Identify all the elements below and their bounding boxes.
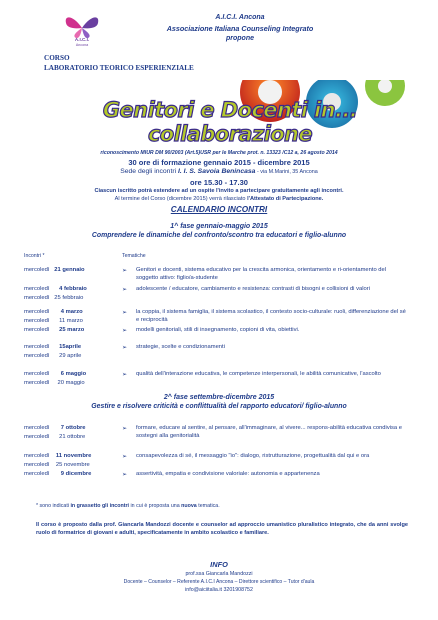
org-propone: propone xyxy=(226,35,254,42)
bold-meetings-note: * sono indicati in grassetto gli incontri in cui è proposta una nuova tematica. xyxy=(36,503,220,509)
meeting-date: mercoledì 25 marzo xyxy=(24,327,85,333)
meeting-date: mercoledì 29 aprile xyxy=(24,353,82,359)
course-time: ore 15.30 - 17.30 xyxy=(190,178,248,187)
meeting-date: mercoledì 25 febbraio xyxy=(24,295,84,301)
meeting-date: mercoledì 4 marzo xyxy=(24,309,83,315)
arrow-bullet-icon: ➢ xyxy=(122,426,128,432)
meeting-date: mercoledì 9 dicembre xyxy=(24,471,92,477)
phase1-title: 1^ fase gennaio-maggio 2015 xyxy=(170,223,268,230)
info-role: Docente – Counselor – Referente A.I.C.I Ancona – Direttore scientifico – Tutor d'aula xyxy=(123,579,315,585)
info-contact: info@aiciitalia.it 3201908752 xyxy=(185,587,253,593)
aici-logo xyxy=(60,10,104,48)
arrow-bullet-icon: ➢ xyxy=(122,268,128,274)
meeting-date: mercoledì 11 novembre xyxy=(24,453,92,459)
topic-text: modelli genitoriali, stili di insegnamento, copioni di vita, obiettivi. xyxy=(136,327,300,333)
arrow-bullet-icon: ➢ xyxy=(122,454,128,460)
col-tematiche: Tematiche xyxy=(122,253,146,259)
calendar-title: CALENDARIO INCONTRI xyxy=(170,205,268,214)
topic-text: strategie, scelte e condizionamenti xyxy=(136,344,225,350)
meeting-date: mercoledì 6 maggio xyxy=(24,371,87,377)
topic-text: formare, educare al sentire, al pensare, all'immaginare, al vivere... respons-abilità educativa condivisa e sostegni alla genitorialità xyxy=(136,425,402,439)
certificate-prefix: Al termine del Corso (dicembre 2015) verrà rilasciato xyxy=(114,196,248,202)
topic-text: assertività, empatia e condivisione valoriale: autonomia e appartenenza xyxy=(136,471,320,477)
meeting-date: mercoledì 15aprile xyxy=(24,344,82,350)
certificate-note xyxy=(18,196,420,202)
topic-text: la coppia, il sistema famiglia, il sistema scolastico, il contesto socio-culturale: ruoli, differenziazione del sé e reciprocità xyxy=(136,309,406,323)
arrow-bullet-icon: ➢ xyxy=(122,287,128,293)
topic-text: consapevolezza di sé, il messaggio "io": dialogo, ristrutturazione, progettualità dal qui e ora xyxy=(136,453,370,459)
arrow-bullet-icon: ➢ xyxy=(122,310,128,316)
phase1-subtitle: Comprendere le dinamiche del confronto/scontro tra educatori e figlio-alunno xyxy=(91,232,347,239)
logo-text: A.I.C.I. xyxy=(74,37,90,42)
org-name: A.I.C.I. Ancona xyxy=(215,14,265,21)
arrow-bullet-icon: ➢ xyxy=(122,372,128,378)
course-label: CORSO xyxy=(44,54,70,62)
guest-note: Ciascun iscritto potrà estendere ad un ospite l'invito a partecipare gratuitamente agli incontri. xyxy=(94,188,344,194)
info-title: INFO xyxy=(210,560,228,569)
venue-line xyxy=(18,168,420,175)
arrow-bullet-icon: ➢ xyxy=(122,345,128,351)
venue-address: - via M.Marini, 35 Ancona xyxy=(255,169,318,175)
meeting-date: mercoledì 21 gennaio xyxy=(24,267,85,273)
arrow-bullet-icon: ➢ xyxy=(122,472,128,478)
venue-school: I. I. S. Savoia Benincasa xyxy=(178,168,256,175)
arrow-bullet-icon: ➢ xyxy=(122,328,128,334)
meeting-date: mercoledì 11 marzo xyxy=(24,318,83,324)
logo-subtext: Ancona xyxy=(75,43,89,47)
course-type: LABORATORIO TEORICO ESPERIENZIALE xyxy=(44,64,194,72)
phase2-title: 2^ fase settembre-dicembre 2015 xyxy=(163,394,275,401)
title-banner xyxy=(40,80,420,150)
phase2-subtitle: Gestire e risolvere criticità e conflittualità del rapporto educatori/ figlio-alunno xyxy=(91,403,347,410)
meeting-date: mercoledì 7 ottobre xyxy=(24,425,86,431)
instructor-paragraph: Il corso è proposto dalla prof. Giancarla Mandozzi docente e counselor ad approccio umanistico pluralistico integrato, che da anni svolge ruolo di formatrice di giovani e adulti, specificatamente in ambito scolastico e familiare. xyxy=(36,522,408,537)
miur-recognition: riconoscimento MIUR DM 90/2003 (Art.5)USR per le Marche prot. n. 13323 /C12 a, 26 agosto 2014 xyxy=(100,150,338,156)
meeting-date: mercoledì 25 novembre xyxy=(24,462,90,468)
meeting-date: mercoledì 20 maggio xyxy=(24,380,85,386)
certificate-bold: l'Attestato di Partecipazione. xyxy=(247,196,324,202)
meeting-date: mercoledì 21 ottobre xyxy=(24,434,86,440)
venue-prefix: Sede degli incontri xyxy=(120,168,179,175)
col-incontri: Incontri * xyxy=(24,253,45,259)
banner-title: Genitori e Docenti in... collaborazione xyxy=(102,98,358,146)
topic-text: Genitori e docenti, sistema educativo per la crescita armonica, orientamento e ri-orientamento del soggetto attivo: figlio/a-studente xyxy=(136,267,387,281)
org-fullname: Associazione Italiana Counseling Integrato xyxy=(166,24,314,33)
topic-text: qualità dell'interazione educativa, le competenze interpersonali, le abilità comunicative, l'ascolto xyxy=(136,371,381,377)
topic-text: adolescente / educatore, cambiamento e resistenza: contrasti di bisogni e collisioni di valori xyxy=(136,286,370,292)
info-name: prof.ssa Giancarla Mandozzi xyxy=(185,571,253,577)
meeting-date: mercoledì 4 febbraio xyxy=(24,286,87,292)
course-hours: 30 ore di formazione gennaio 2015 - dicembre 2015 xyxy=(128,158,310,167)
